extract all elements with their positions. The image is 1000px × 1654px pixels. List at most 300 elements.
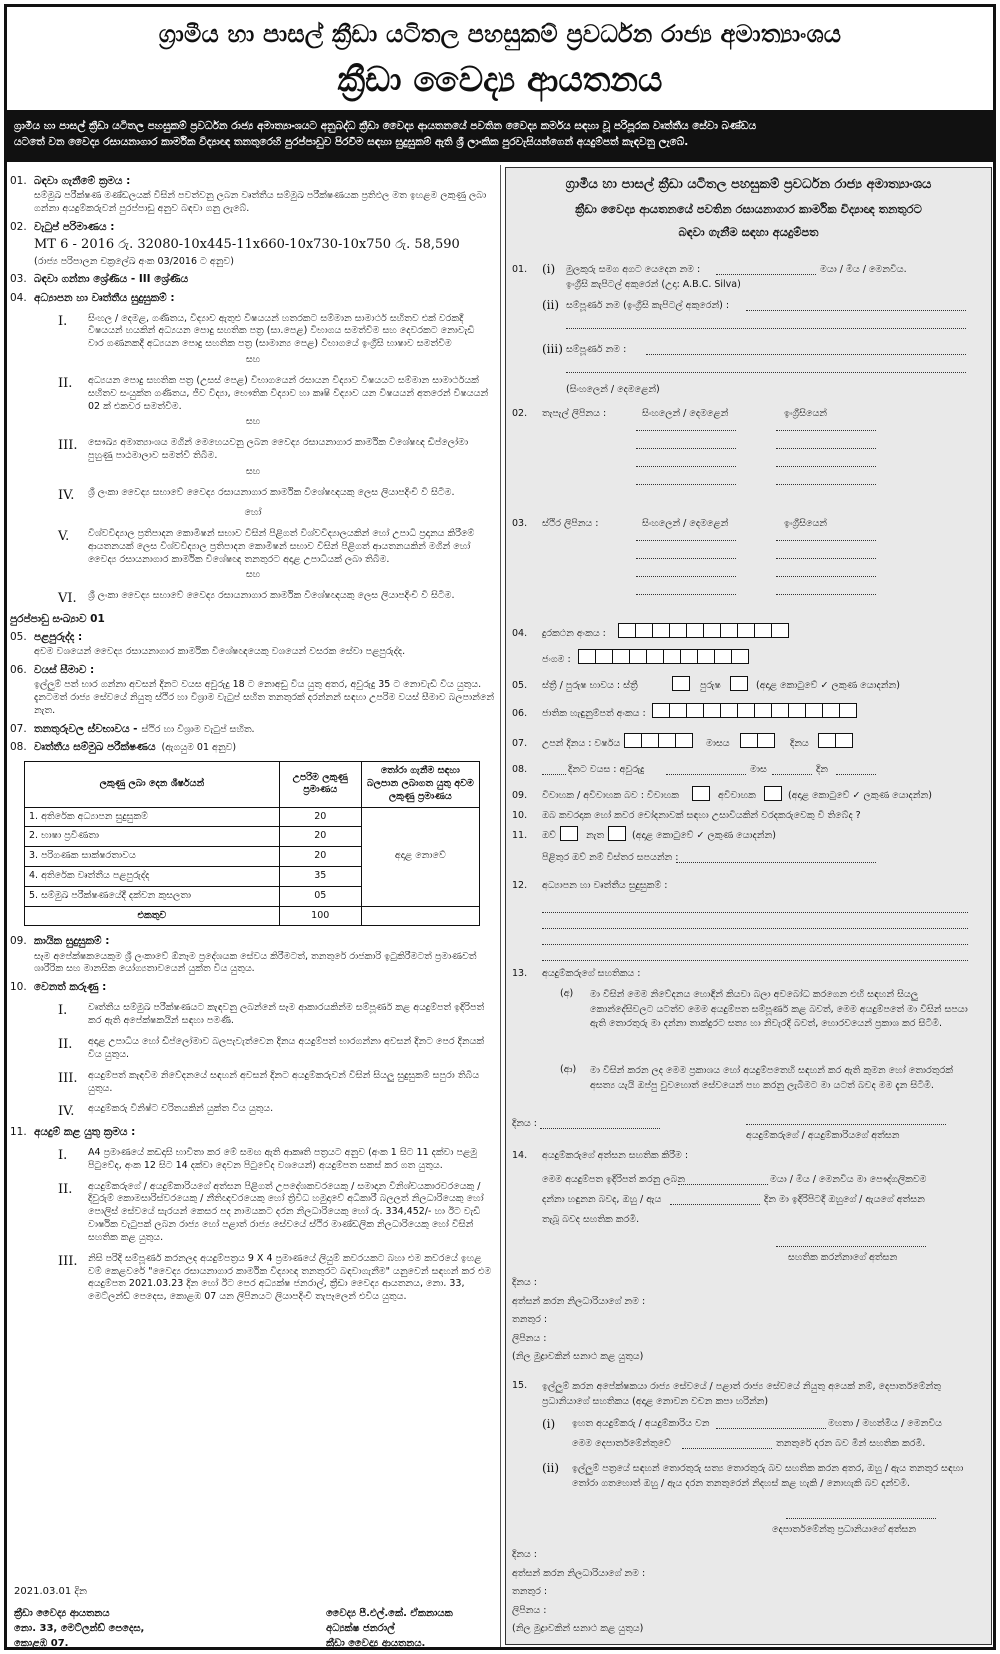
field-label: තනතුර : xyxy=(512,1586,548,1598)
age-days-label: දින xyxy=(816,764,828,775)
declaration-date-field[interactable] xyxy=(540,1128,660,1129)
section-title: වෘත්තීය සම්මුඛ පරීක්ෂණය xyxy=(34,741,156,754)
field-label: ලිපිනය : xyxy=(512,1604,547,1616)
no-label: නැත xyxy=(586,830,605,841)
tick-note: (අදාළ කොටුවේ ✓ ලකුණ යොදන්න) xyxy=(756,680,900,691)
digit-box[interactable] xyxy=(835,733,853,748)
table-cell: 20 xyxy=(279,807,361,827)
section-number: 11. xyxy=(10,1125,27,1138)
question-number: 06. xyxy=(512,708,528,719)
head-signature-label: දෙපාර්තමේන්තු ප්‍රධානියාගේ අත්සන xyxy=(772,1524,917,1535)
address-line: ක්‍රීඩා වෛද්‍ය ආයතනය xyxy=(14,1608,110,1619)
digit-box[interactable] xyxy=(757,733,775,748)
dob-month-label: මාසය xyxy=(706,738,730,749)
table-cell: 05 xyxy=(279,886,361,906)
list-item-text: අයදුම්කරුගේ / අයදුම්කාරියගේ අත්සන පිළිගත් උපදේශකවරයෙකු / සමාදාන විනිශ්චයකාරවරයෙකු / දිවුරුම් කොමසාරිස්වරයෙකු / නීතිඥවරයෙකු හෝ ත්‍රිවිධ හමුදාවේ අධිකාරී බලලත් නිලධාරියෙකු හෝ පොලිස් සේවයේ සැරයන් කෙසර පද නාමයකට දරන නිලධාරියෙකු හෝ රු. 334,452/- හා ඊට වැඩි වාර්ෂික වැටුපක් ලබන රාජ්‍ය හෝ පළාත් රාජ්‍ය සේවයේ ස්ථිර මාණ්ඩලික නිලධාරියෙකු හෝ විසින් සහතික කළ යුතුය. xyxy=(88,1180,484,1243)
declaration-a-text: මා විසින් මෙම නිවේදනය හොඳින් කියවා බලා අවබෝධ කරගෙන එහි සඳහන් සියලු කොන්දේසිවලට යටත්ව මෙම අයදුම්පත සම්පූර්ණ කළ බවත්, මෙම අයදුම්පතේ මා විසින් සපයා ඇති තොරතුරු මා දන්නා තාක්දුරට සත්‍ය හා නිවැරදි බවත්, හොරවයෙන් ප්‍රකාශ කර සිටිමි. xyxy=(590,989,968,1030)
qualifications-label: අධ්‍යාපන හා වෘත්තීය සුදුසුකම් : xyxy=(542,880,668,891)
list-item-text: අදාළ උපාධිය හෝ ඩිප්ලෝමාව බලපැවැත්වෙන දිනය අයදුම්පත් භාරගන්නා අවසන් දිනට පෙර දිනයක් විය යුතුය. xyxy=(88,1036,485,1060)
address-line: නො. 33, මෙට්ලන්ඩ් පෙදෙස, xyxy=(14,1623,145,1634)
digit-box[interactable] xyxy=(754,623,772,638)
dob-year-label: උපන් දිනය : වර්ෂය xyxy=(542,738,621,749)
column-divider xyxy=(500,165,501,1647)
sub-number: (i) xyxy=(542,262,556,276)
applicant-name-field[interactable] xyxy=(716,1428,826,1429)
sub-number: (ආ) xyxy=(560,1064,577,1075)
unmarried-checkbox[interactable] xyxy=(764,786,781,801)
head-cert-i-line2: මෙම දෙපාර්තමේන්තුවේ xyxy=(572,1438,671,1449)
list-item xyxy=(10,313,496,351)
head-cert-i-line1: ඉහත අයදුම්කරු / අයදුම්කාරිය වන xyxy=(572,1418,710,1429)
roman-number: III. xyxy=(58,1070,78,1086)
section-number: 04. xyxy=(10,291,27,304)
section-number: 02. xyxy=(10,220,27,233)
roman-number: VI. xyxy=(58,591,77,607)
section-title: වයස් සීමාව : xyxy=(34,663,95,676)
attester-signature-label: සහතික කරන්නාගේ අත්සන xyxy=(788,1252,898,1263)
full-name-field-2[interactable] xyxy=(566,372,966,373)
notice-date: 2021.03.01 දින xyxy=(14,1586,87,1597)
digit-box[interactable] xyxy=(646,649,664,664)
declaration-b-text: මා විසින් කරන ලද මෙම ප්‍රකාශය හෝ අයදුම්පතෙහි සඳහන් කර ඇති කුමන හෝ තොරතුරක් අසත්‍ය යැයි ඔප්පු වුවහොත් සේවයෙන් පහ කරනු ලැබීමට මා යටත් බවද මම දැන සිටිමි. xyxy=(590,1065,953,1091)
section-number: 08. xyxy=(10,741,27,754)
digit-box[interactable] xyxy=(737,703,755,718)
digit-box[interactable] xyxy=(771,623,789,638)
list-item xyxy=(10,590,496,608)
age-years-field[interactable] xyxy=(666,774,746,775)
roman-number: II. xyxy=(58,1181,73,1197)
form-title-post: ක්‍රීඩා වෛද්‍ය ආයතනයේ පවතින රසායනාගාර කාර්මික විද්‍යාඥ තනතුරට xyxy=(575,201,922,216)
digit-box[interactable] xyxy=(658,733,676,748)
list-item-text: විශ්වවිද්‍යාල ප්‍රතිපාදන කොමිෂන් සභාව විසින් පිළිගත් විශ්වවිද්‍යාලයකින් හෝ උපාධි ප්‍රදානය කිරීමේ ආයතනයක් ලෙස විශ්වවිද්‍යාල ප්‍රතිපාදන කොමිෂන් සභාව විසින් පිළිගත් ආයතනයකින් මගින් හෝ වෛද්‍ය රසායනාගාර කාර්මික විශේෂඥ තනතුරට අදාළ උපාධියක් ලබා තිබීම. xyxy=(88,527,475,565)
section-09-text: සෑම අපේක්ෂකයෙකුම ශ්‍රී ලංකාවේ ඕනෑම ප්‍රදේශයක සේවය කිරීමටත්, තනතුරේ රාජකාරි ඉටුකිරීමටත් ප්‍රමාණවත් ශාරීරික සහ මානසික යෝග්‍යතාවයෙන් යුක්ත විය යුතුය. xyxy=(34,950,477,975)
postal-address-line[interactable] xyxy=(776,448,876,449)
section-number: 03. xyxy=(10,273,27,286)
attestation-line-1: මෙම අයදුම්පත ඉදිරිපත් කරනු ලබන xyxy=(542,1174,686,1185)
table-cell: 20 xyxy=(279,847,361,867)
question-number: 13. xyxy=(512,968,528,979)
roman-number: IV. xyxy=(58,487,75,503)
section-06-text: ඉල්ලුම් පත් භාර ගන්නා අවසන් දිනට වයස අවුරුදු 18 ට නොඅඩු විය යුතු අතර, අවුරුදු 35 ට නොවැඩි විය යුතුය. දැනටමත් රාජ්‍ය සේවයේ නියුතු ස්ථිර හා විශ්‍රාම වැටුප් සහිත තනතුරක් දරන්නන් සඳහා උපරිම වයස් සීමාව බලපාන්නේ නැත. xyxy=(34,679,495,716)
dob-day-boxes[interactable] xyxy=(818,733,852,748)
section-07-text: ස්ථිර හා විශ්‍රාම වැටුප් සහිත. xyxy=(141,723,255,735)
yes-label: ඔව් xyxy=(542,830,556,841)
digit-box[interactable] xyxy=(612,649,630,664)
digit-box[interactable] xyxy=(737,623,755,638)
digit-box[interactable] xyxy=(652,703,670,718)
permanent-address-line[interactable] xyxy=(636,576,736,577)
question-number: 05. xyxy=(512,680,528,691)
attestation-line-1b: මයා / මිය / මෙනවිය මා පෞද්ගලිකවම xyxy=(770,1174,927,1185)
section-06 xyxy=(10,663,496,677)
digit-box[interactable] xyxy=(697,649,715,664)
application-form xyxy=(505,167,992,1645)
intro-line-2: යටතේ වන වෛද්‍ය රසායනාගාර කාර්මික විද්‍යාඥ තනතුරෙහි පුරප්පාඩුව පිරවීම සඳහා සුදුසුකම් ඇති ශ්‍රී ලාංකික පුරවැසියන්ගෙන් අයදුම්පත් කැඳවනු ලැබේ. xyxy=(14,136,689,149)
list-item-text: ශ්‍රී ලංකා වෛද්‍ය සභාවේ වෛද්‍ය රසායනාගාර කාර්මික විශේෂඥයකු ලෙස ලියාපදිංචි වී සිටීම. xyxy=(88,590,455,602)
section-number: 06. xyxy=(10,663,27,676)
section-05 xyxy=(10,630,496,644)
digit-box[interactable] xyxy=(624,733,642,748)
full-name-english-field[interactable] xyxy=(746,310,966,311)
conjunction: සහ xyxy=(245,416,261,428)
attestation-date-field[interactable] xyxy=(670,1204,760,1205)
table-header: තෝරා ගැනීම සඳහා බලපාන ලබාගත යුතු අවම ලකුණු ප්‍රමාණය xyxy=(361,762,479,807)
roman-number: V. xyxy=(58,528,70,544)
sub-number: (ii) xyxy=(542,1461,560,1475)
list-item-text: නිසි පරිදි සම්පූර්ණ කරනලද අයදුම්පත්‍රය 9 X 4 ප්‍රමාණයේ ලියුම් කවරයකට බහා එම කවරයේ ඉහළ වම් කෙළවරේ "වෛද්‍ය රසායනාගාර කාර්මික විද්‍යාඥ තනතුරට බඳවාගැනීම" යනුවෙන් සඳහන් කර එම අයදුම්පත 2021.03.23 දින හෝ ඊට පෙර අධ්‍යක්ෂ ජනරාල්, ක්‍රීඩා වෛද්‍ය ආයතනය, නො. 33, මෙට්ලන්ඩ් පෙදෙස, කොළඹ 07 යන ලිපිනයට ලියාපදිංචි තැපෑලෙන් එවිය යුතුය. xyxy=(88,1252,492,1303)
list-item xyxy=(10,1070,496,1096)
section-09 xyxy=(10,934,496,948)
digit-box[interactable] xyxy=(720,623,738,638)
initials-name-field[interactable] xyxy=(716,274,816,275)
digit-box[interactable] xyxy=(680,649,698,664)
column-local-language: සිංහලෙන් / දෙමළෙන් xyxy=(642,408,729,419)
digit-box[interactable] xyxy=(663,649,681,664)
age-label: දිනට වයස : අවුරුදු xyxy=(568,764,645,775)
qualifications-line[interactable] xyxy=(542,960,968,961)
section-11 xyxy=(10,1125,496,1139)
list-item xyxy=(10,437,496,463)
full-name-english-label: සම්පූර්ණ නම (ඉංග්‍රීසි කැපිටල් අකුරෙන්) : xyxy=(566,300,730,311)
table-cell-empty xyxy=(361,906,479,926)
nic-label: ජාතික හැඳුනුම්පත් අංකය : xyxy=(542,708,646,719)
head-signature-field[interactable] xyxy=(786,1518,936,1519)
digit-box[interactable] xyxy=(771,703,789,718)
other-facts-list xyxy=(10,1002,496,1120)
sub-number: (ii) xyxy=(542,298,560,312)
digit-box[interactable] xyxy=(629,649,647,664)
salary-scale: MT 6 - 2016 රු. 32080-10x445-11x660-10x730-10x750 රු. 58,590 xyxy=(34,236,460,252)
section-04 xyxy=(10,291,496,305)
section-07 xyxy=(10,722,496,737)
roman-number: III. xyxy=(58,438,78,454)
table-total-label: එකතුව xyxy=(25,906,280,926)
list-item-text: A4 ප්‍රමාණයේ කඩදාසි භාවිතා කර මේ සමඟ ඇති ආකෘති පත්‍රයට අනුව (අංක 1 සිට 11 දක්වා පළමු පිටුවේද, අංක 12 සිට 14 දක්වා දෙවන පිටුවේද වශයෙන්) අයදුම්පත සකස් කර ගත යුතුය. xyxy=(88,1147,478,1171)
digit-box[interactable] xyxy=(788,703,806,718)
question-number: 15. xyxy=(512,1380,528,1391)
table-cell-merged: අදාළ නොවේ xyxy=(361,807,479,906)
table-header: උපරිම ලකුණු ප්‍රමාණය xyxy=(279,762,361,807)
digit-box[interactable] xyxy=(686,623,704,638)
sub-number: (අ) xyxy=(560,988,574,999)
postal-address-line[interactable] xyxy=(636,466,736,467)
section-01 xyxy=(10,174,496,188)
permanent-address-line[interactable] xyxy=(776,558,876,559)
title-options: මයා / මිය / මෙනවිය. xyxy=(820,264,907,275)
list-item-text: සිංහල / දෙමළ, ගණිතය, විද්‍යාව ඇතුළු විෂයයන් හතරකට සම්මාන සාමාර්ථ සහිතව එක් වරකදී විෂයයන් හයකින් අධ්‍යයන පොදු සහතික පත්‍ර (සා.පෙළ) විභාගය සමත්වීම සහ දෙවරකට නොවැඩි වාර ගණනකදී අධ්‍යයන පොදු සහතික පත්‍ර (සාමාන්‍ය පෙළ) විභාගයේ ඉංග්‍රීසි භාෂාව සමත්වීම xyxy=(88,312,475,350)
table-cell: 20 xyxy=(279,827,361,847)
question-number: 07. xyxy=(512,738,528,749)
attester-fields xyxy=(512,1274,645,1367)
section-title: බඳවා ගැනීමේ ක්‍රමය : xyxy=(34,175,131,187)
applicant-signature-label: අයදුම්කරුගේ / අයදුම්කාරියගේ අත්සන xyxy=(746,1130,900,1141)
question-number: 12. xyxy=(512,880,528,891)
intro-line-1: ග්‍රාමීය හා පාසල් ක්‍රීඩා යටිතල පහසුකම් ප්‍රවර්ධන රාජ්‍ය අමාත්‍යාංශයට අනුබද්ධ ක්‍රීඩා වෛද්‍ය ආයතනයේ පවතින වෛද්‍ය කර්මය සඳහා වූ පරිපූරක වෘත්තීය සේවා බණ්ඩය xyxy=(14,120,757,132)
roman-number: II. xyxy=(58,1037,73,1053)
postal-address-line[interactable] xyxy=(776,484,876,485)
seal-note: (නිල මුද්‍රාවකින් සනාථ කළ යුතුය) xyxy=(512,1351,644,1363)
dob-month-boxes[interactable] xyxy=(740,733,774,748)
list-item xyxy=(10,1253,496,1304)
digit-box[interactable] xyxy=(669,623,687,638)
institute-address xyxy=(14,1606,144,1651)
address-line: කොළඹ 07. xyxy=(14,1638,69,1649)
conjunction: සහ xyxy=(245,569,261,581)
attestation-line-2: දන්නා හඳුනන බවද, ඔහු / ඇය xyxy=(542,1194,662,1205)
dob-year-boxes[interactable] xyxy=(624,733,692,748)
how-to-apply-list xyxy=(10,1147,496,1304)
section-title: කායික සුදුසුකම් : xyxy=(34,935,110,948)
table-header-row xyxy=(25,762,480,807)
interview-marks-table xyxy=(24,761,480,926)
phone-label: දුරකථන අංකය : xyxy=(542,628,606,639)
signer-name: වෛද්‍ය පී.එල්.කේ. ඒකනායක xyxy=(326,1608,453,1619)
conjunction: හෝ xyxy=(244,507,262,519)
seal-note: (නිල මුද්‍රාවකින් සනාථ කළ යුතුය) xyxy=(512,1623,644,1635)
question-number: 08. xyxy=(512,764,528,775)
initials-name-label: මුලකුරු සමග අගට යෙදෙන නම : xyxy=(566,264,701,275)
applicant-signature-field[interactable] xyxy=(746,1124,946,1125)
conjunction: සහ xyxy=(245,465,261,477)
permanent-address-line[interactable] xyxy=(636,558,736,559)
male-label: පුරුෂ xyxy=(700,680,721,691)
roman-number: III. xyxy=(58,1253,78,1269)
list-item-text: වෘත්තීය සම්මුඛ පරීක්ෂණයට කැඳවනු ලබන්නේ සෑම ආකාරයකින්ම සම්පූර්ණ කළ අයදුම්පත් ඉදිරිපත් කර ඇති අපේක්ෂකයින් සඳහා පමණි. xyxy=(88,1002,485,1027)
postal-address-line[interactable] xyxy=(776,466,876,467)
table-cell: 1. අතිරේක අධ්‍යාපන සුදුසුකම් xyxy=(25,807,280,827)
question-number: 01. xyxy=(512,264,528,275)
head-cert-ii-text: ඉල්ලුම් පත්‍රයේ සඳහන් තොරතුරු සත්‍ය තොරතුරු බව සහතික කරන අතර, ඔහු / ඇය තනතුර සඳහා තෝරා ගතහොත් ඔහු / ඇය දරන තනතුරෙන් නිදහස් කළ හැකි / නොහැකි බව දන්වමි. xyxy=(572,1463,964,1489)
female-checkbox[interactable] xyxy=(672,676,689,691)
question-number: 03. xyxy=(512,518,528,529)
ministry-title: ග්‍රාමීය හා පාසල් ක්‍රීඩා යටිතල පහසුකම් ප්‍රවර්ධන රාජ්‍ය අමාත්‍යාංශය xyxy=(158,20,842,48)
digit-box[interactable] xyxy=(740,733,758,748)
postal-address-label: තැපැල් ලිපිනය : xyxy=(542,408,607,419)
section-title: තනතුරුවල ස්වභාවය - xyxy=(34,722,138,735)
section-number: 07. xyxy=(10,722,27,735)
marital-label: විවාහක / අවිවාහක බව : විවාහක xyxy=(542,790,679,801)
qualifications-line[interactable] xyxy=(542,944,968,945)
section-title: වැටුප් පරිමාණය : xyxy=(34,220,115,233)
phone-boxes[interactable] xyxy=(618,623,788,638)
form-title-application: බඳවා ගැනීම සඳහා අයදුම්පත xyxy=(678,225,819,240)
section-number: 10. xyxy=(10,981,27,994)
list-item xyxy=(10,1103,496,1121)
date-label: දිනය : xyxy=(512,1118,537,1129)
details-label: පිළිතුර ඔව් නම් විස්තර සපයන්න : xyxy=(542,852,679,863)
digit-box[interactable] xyxy=(578,649,596,664)
digit-box[interactable] xyxy=(754,703,772,718)
mobile-boxes[interactable] xyxy=(578,649,748,664)
institute-title: ක්‍රීඩා වෛද්‍ය ආයතනය xyxy=(337,60,663,101)
section-title: බඳවා ගන්නා ශ්‍රේණිය - III ශ්‍රේණිය xyxy=(34,273,189,286)
full-name-field[interactable] xyxy=(646,354,966,355)
qualifications-line[interactable] xyxy=(542,912,968,913)
mobile-label: ජංගම : xyxy=(542,654,571,665)
full-name-english-field-2[interactable] xyxy=(566,328,966,329)
list-item-text: අධ්‍යයන පොදු සහතික පත්‍ර (උසස් පෙළ) විභාගයෙන් රසායන විද්‍යාව විෂයයට සම්මාන සාමාර්ථයක් සහිතව සංයුක්ත ගණිතය, ජීව විද්‍යා, භෞතික විද්‍යාව හා කෘෂි විද්‍යාව යන විෂයයන් අතරෙන් විෂයයන් 02 ක් එකවර සමත්වීම. xyxy=(88,374,489,412)
postal-address-line[interactable] xyxy=(636,484,736,485)
section-number: 09. xyxy=(10,935,27,948)
no-checkbox[interactable] xyxy=(608,826,625,841)
question-number: 10. xyxy=(512,810,528,821)
field-label: අත්සන් කරන නිලධාරියාගේ නම : xyxy=(512,1567,646,1579)
digit-box[interactable] xyxy=(652,623,670,638)
attester-signature-field[interactable] xyxy=(776,1246,926,1247)
tick-note: (අදාළ කොටුවේ ✓ ලකුණ යොදන්න) xyxy=(788,790,932,801)
section-title: පළපුරුද්ද : xyxy=(34,630,83,643)
permanent-address-line[interactable] xyxy=(776,594,876,595)
section-title: අධ්‍යාපන හා වෘත්තීය සුදුසුකම් : xyxy=(34,291,175,304)
sub-number: (i) xyxy=(542,1417,556,1431)
married-checkbox[interactable] xyxy=(692,786,709,801)
list-item-text: සෞඛ්‍ය අමාත්‍යාංශය මගින් මෙහෙයවනු ලබන වෛද්‍ය රසායනාගාර කාර්මික විශේෂඥ ඩිප්ලෝමා පුහුණු පාඨමාලාව සමත්වී තිබීම. xyxy=(88,437,469,461)
list-item xyxy=(10,1036,496,1062)
qualifications-line[interactable] xyxy=(542,928,968,929)
digit-box[interactable] xyxy=(641,733,659,748)
table-cell: 2. භාෂා ප්‍රවීණතා xyxy=(25,827,280,847)
english-example: ඉංග්‍රීසි කැපිටල් අකුරෙන් (උදා: A.B.C. Silva) xyxy=(566,279,741,290)
head-fields xyxy=(512,1546,645,1639)
digit-box[interactable] xyxy=(822,703,840,718)
digit-box[interactable] xyxy=(618,623,636,638)
roman-number: I. xyxy=(58,313,68,329)
postal-address-line[interactable] xyxy=(636,430,736,431)
digit-box[interactable] xyxy=(714,649,732,664)
list-item-text: අයදුම්පත් කැඳවීම නිවේදනයේ සඳහන් අවසන් දිනට අයදුම්කරුවන් විසින් සියලු සුදුසුකම් සපුරා තිබිය යුතුය. xyxy=(88,1069,480,1094)
conviction-question: ඔබ කවරදාක හෝ කවර චෝදනාවක් සඳහා උසාවියකින් වරදකරුවෙකු වී තිබේද ? xyxy=(542,810,861,821)
roman-number: II. xyxy=(58,375,73,391)
field-label: අත්සන් කරන නිලධාරියාගේ නම : xyxy=(512,1295,646,1307)
attestation-label: අයදුම්කරුගේ අත්සන සහතික කිරීම : xyxy=(542,1150,689,1161)
age-days-field[interactable] xyxy=(836,774,876,775)
intro-band xyxy=(4,112,996,162)
table-cell: 5. සම්මුඛ පරීක්ෂණයේදී දක්වන කුසලතා xyxy=(25,886,280,906)
permanent-address-label: ස්ථිර ලිපිනය : xyxy=(542,518,599,529)
question-number: 14. xyxy=(512,1150,528,1161)
section-08 xyxy=(10,740,496,755)
digit-box[interactable] xyxy=(703,623,721,638)
digit-box[interactable] xyxy=(805,703,823,718)
signer-institute: ක්‍රීඩා වෛද්‍ය ආයතනය. xyxy=(326,1638,426,1649)
table-row xyxy=(25,807,480,827)
digit-box[interactable] xyxy=(686,703,704,718)
postal-address-line[interactable] xyxy=(776,430,876,431)
section-title: අයදුම් කළ යුතු ක්‍රමය : xyxy=(34,1125,136,1138)
conjunction: සහ xyxy=(245,354,261,366)
head-cert-i-line2b: තනතුරේ දරන බව මින් සහතික කරමි. xyxy=(776,1438,926,1449)
field-label: ලිපිනය : xyxy=(512,1332,547,1344)
digit-box[interactable] xyxy=(703,703,721,718)
section-03 xyxy=(10,272,496,286)
vacancy-count: පුරප්පාඩු සංඛ්‍යාව 01 xyxy=(10,612,105,625)
postal-address-line[interactable] xyxy=(636,448,736,449)
list-item-text: ශ්‍රී ලංකා වෛද්‍ය සභාවේ වෛද්‍ය රසායනාගාර කාර්මික විශේෂඥයකු ලෙස ලියාපදිංචි වී සිටීම. xyxy=(88,486,455,498)
digit-box[interactable] xyxy=(635,623,653,638)
section-05-text: අවම වශයෙන් වෛද්‍ය රසායනාගාර කාර්මික විශේෂඥයෙකු වශයෙන් වසරක සේවා පළපුරුද්ද. xyxy=(34,646,406,658)
permanent-address-line[interactable] xyxy=(636,594,736,595)
field-label: තනතුර : xyxy=(512,1314,548,1326)
question-number: 09. xyxy=(512,790,528,801)
question-number: 02. xyxy=(512,408,528,419)
digit-box[interactable] xyxy=(720,703,738,718)
male-checkbox[interactable] xyxy=(730,676,747,691)
nic-boxes[interactable] xyxy=(652,703,856,718)
column-english: ඉංග්‍රීසියෙන් xyxy=(784,408,827,419)
notice-column xyxy=(10,170,496,1649)
digit-box[interactable] xyxy=(669,703,687,718)
digit-box[interactable] xyxy=(595,649,613,664)
yes-checkbox[interactable] xyxy=(560,826,577,841)
section-number: 05. xyxy=(10,630,27,643)
roman-number: I. xyxy=(58,1148,68,1164)
page-header xyxy=(4,4,996,112)
attestation-line-2b: දින මා ඉදිරිපිටදී ඔහුගේ / ඇයගේ අත්සන xyxy=(764,1194,925,1205)
dob-day-label: දිනය xyxy=(790,738,809,749)
digit-box[interactable] xyxy=(731,649,749,664)
list-item xyxy=(10,487,496,505)
permanent-address-line[interactable] xyxy=(776,540,876,541)
table-cell: 4. අතිරේක වෘත්තීය පළපුරුද්ද xyxy=(25,867,280,887)
table-cell: 3. පරිගණක සාක්ෂරතාවය xyxy=(25,847,280,867)
table-total-row xyxy=(25,906,480,926)
qualification-list xyxy=(10,313,496,608)
salary-note: (රාජ්‍ය පරිපාලන චක්‍රලේඛ අංක 03/2016 ට අනුව) xyxy=(34,255,234,267)
language-note: (සිංහලෙන් / දෙමළෙන්) xyxy=(566,384,660,395)
age-date-field[interactable] xyxy=(542,774,566,775)
head-cert-i-line1b: මහතා / මහත්මිය / මෙනවිය xyxy=(828,1418,942,1429)
field-label: දිනය : xyxy=(512,1549,537,1560)
question-number: 11. xyxy=(512,830,528,841)
table-header: ලකුණු ලබා දෙන ශීර්ෂයන් xyxy=(25,762,280,807)
head-cert-label: ඉල්ලුම් කරන අපේක්ෂකයා රාජ්‍ය සේවයේ / පළාත් රාජ්‍ය සේවයේ නියුතු අයෙක් නම්, දෙපාර්තමේන්තු ප්‍රධානියාගේ සහතිකය (අදාළ නොවන වචන කපා හරින්න) xyxy=(542,1381,941,1407)
digit-box[interactable] xyxy=(839,703,857,718)
list-item xyxy=(10,375,496,413)
roman-number: IV. xyxy=(58,1104,75,1120)
attestation-line-3: තැබූ බවද සහතික කරමි. xyxy=(542,1214,640,1225)
section-02 xyxy=(10,220,496,234)
list-item-text: අයදුම්කරු විනිෂ්ට චරිතයකින් යුක්ත විය යුතුය. xyxy=(88,1103,274,1115)
column-local-language: සිංහලෙන් / දෙමළෙන් xyxy=(642,518,729,529)
age-months-field[interactable] xyxy=(772,774,812,775)
roman-number: I. xyxy=(58,1003,68,1019)
section-title: වෙනත් කරුණු : xyxy=(34,981,107,994)
section-number: 01. xyxy=(10,175,27,187)
sub-number: (iii) xyxy=(542,342,563,356)
age-months-label: මාස xyxy=(750,764,767,775)
digit-box[interactable] xyxy=(675,733,693,748)
list-item xyxy=(10,1147,496,1173)
permanent-address-line[interactable] xyxy=(636,540,736,541)
section-01-text: සම්මුඛ පරීක්ෂණ මණ්ඩලයක් විසින් පවත්වනු ලබන වෘත්තීය සම්මුඛ පරීක්ෂණයක ප්‍රතිඵල මත ඉහළම ලකුණු ලබා ගන්නා අයදුම්කරුවන් පුරප්පාඩු අනුව බඳවා ගනු ලැබේ. xyxy=(34,190,487,214)
unmarried-label: අවිවාහක xyxy=(718,790,756,801)
list-item xyxy=(10,1002,496,1028)
field-label: දිනය : xyxy=(512,1277,537,1288)
attestation-name-field[interactable] xyxy=(678,1184,768,1185)
post-field[interactable] xyxy=(682,1448,772,1449)
section-10 xyxy=(10,980,496,994)
gender-label: ස්ත්‍රී / පුරුෂ භාවය : ස්ත්‍රී xyxy=(542,680,638,691)
form-title-ministry: ග්‍රාමීය හා පාසල් ක්‍රීඩා යටිතල පහසුකම් ප්‍රවර්ධන රාජ්‍ය අමාත්‍යාංශය xyxy=(565,177,932,192)
permanent-address-line[interactable] xyxy=(776,576,876,577)
full-name-label: සම්පූර්ණ නම : xyxy=(566,344,627,355)
table-total-value: 100 xyxy=(279,906,361,926)
digit-box[interactable] xyxy=(818,733,836,748)
details-field[interactable] xyxy=(676,862,876,863)
section-08-note: (ඇගයුම 01 අනුව) xyxy=(161,742,237,754)
table-cell: 35 xyxy=(279,867,361,887)
list-item xyxy=(10,1181,496,1245)
